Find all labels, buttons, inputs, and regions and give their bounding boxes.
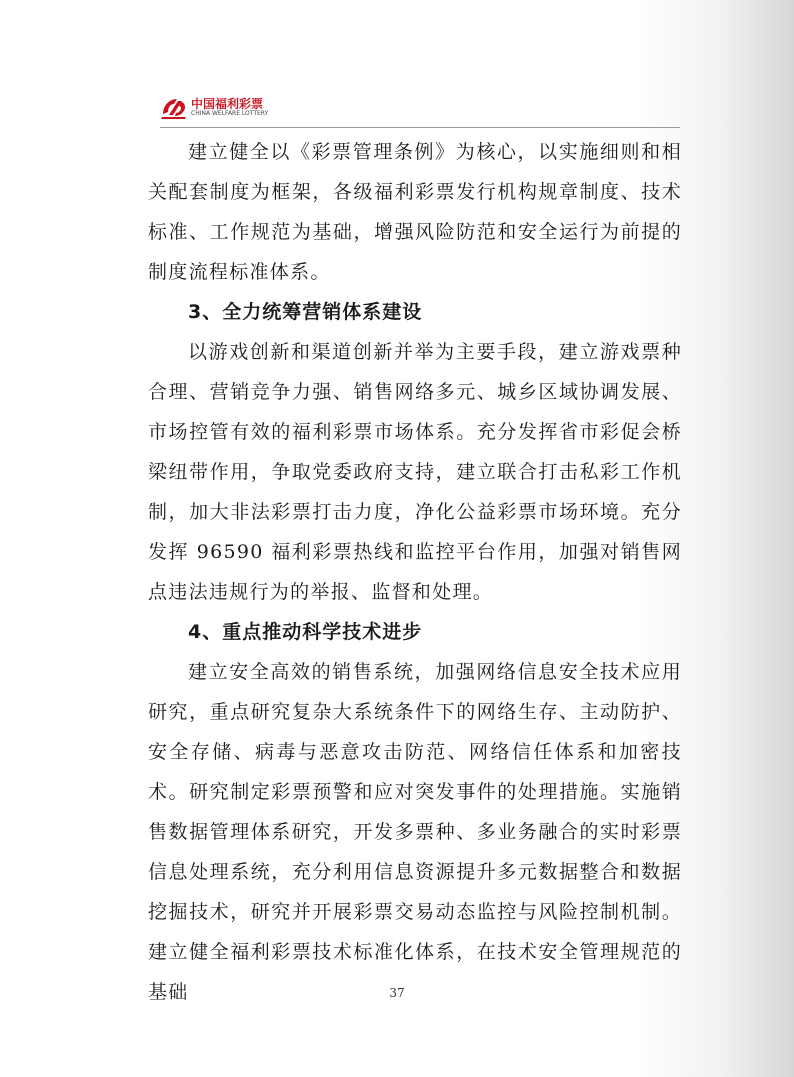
section-heading-4: 4、重点推动科学技术进步	[188, 621, 423, 643]
body-paragraph-3: 建立安全高效的销售系统，加强网络信息安全技术应用研究，重点研究复杂大系统条件下的网络生存、主动防护、安全存储、病毒与恶意攻击防范、网络信任体系和加密技术。研究制定彩票预警和应对突发事件的处理措施。实施销售数据管理体系研究，开发多票种、多业务融合的实时彩票信息处理系统，充分利用信息资源提升多元数据整合和数据挖掘技术，研究并开展彩票交易动态监控与风险控制机制。建立健全福利彩票技术标准化体系，在技术安全管理规范的基础	[148, 661, 682, 1003]
page-body	[148, 132, 682, 1012]
china-welfare-lottery-logo-icon	[160, 95, 188, 121]
section-heading-3: 3、全力统筹营销体系建设	[188, 301, 423, 323]
header-divider	[160, 127, 680, 128]
body-paragraph-2: 以游戏创新和渠道创新并举为主要手段，建立游戏票种合理、营销竞争力强、销售网络多元、城乡区域协调发展、市场控管有效的福利彩票市场体系。充分发挥省市彩促会桥梁纽带作用，争取党委政府支持，建立联合打击私彩工作机制，加大非法彩票打击力度，净化公益彩票市场环境。充分发挥 96590 福利彩票热线和监控平台作用，加强对销售网点违法违规行为的举报、监督和处理。	[148, 341, 682, 603]
page-number: 37	[389, 986, 405, 1000]
logo-english-name: CHINA WELFARE LOTTERY	[191, 110, 269, 117]
logo-chinese-name: 中国福利彩票	[191, 97, 264, 111]
page-header	[160, 93, 680, 129]
body-paragraph-1: 建立健全以《彩票管理条例》为核心，以实施细则和相关配套制度为框架，各级福利彩票发行机构规章制度、技术标准、工作规范为基础，增强风险防范和安全运行为前提的制度流程标准体系。	[148, 141, 682, 283]
